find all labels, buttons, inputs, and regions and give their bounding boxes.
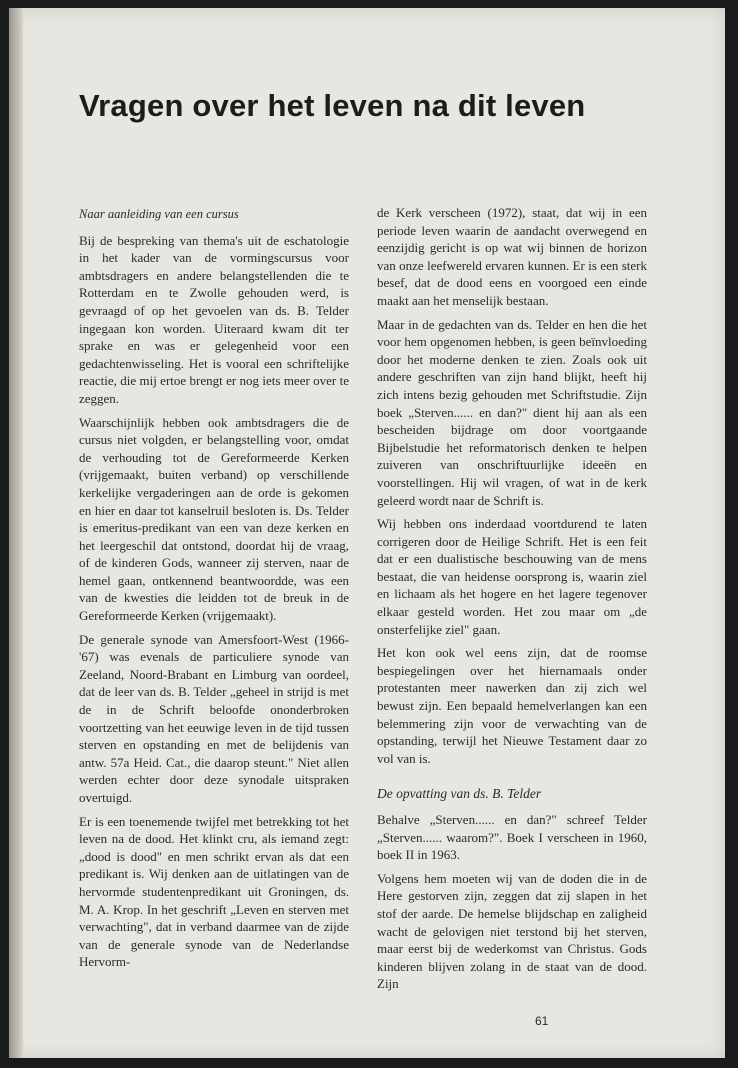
page-number: 61 [535,1014,549,1028]
paragraph: De generale synode van Amersfoort-West (1966-'67) was evenals de particuliere synode van Zeeland, Noord-Brabant en Limburg van oordeel, dat de leer van ds. B. Telder „geheel in strijd is met de in de Schrift beloofde ononderbroken voortzetting van het eeuwige leven in de tijd tussen sterven en opstanding en met de belijdenis van antw. 57a Heid. Cat., die daarop steunt." Niet allen werden echter door deze synodale uitspraken overtuigd. [79,631,349,805]
paragraph: Waarschijnlijk hebben ook ambtsdragers die de cursus niet volgden, er belangstelling voor, omdat de verhouding tot de Gereformeerde Kerken (vrijgemaakt, buiten verband) op verschillende kerkelijke vergaderingen aan de orde is gekomen en hier en daar tot kanselruil besloten is. Ds. Telder is emeritus-predikant van een van deze kerken en het leergeschil dat ontstond, doordat hij de vraag, of de kinderen Gods, wanneer zij sterven, naar de hemel gaan, ontkennend beantwoordde, was een van de kwesties die leidden tot de breuk in de Gereformeerde Kerken (vrijgemaakt). [79,414,349,624]
page-spine-shadow [9,8,23,1058]
article-title: Vragen over het leven na dit leven [79,88,586,123]
page [9,8,725,1058]
right-column [377,204,647,999]
section-heading-cursus: Naar aanleiding van een cursus [79,207,239,221]
section-heading-telder: De opvatting van ds. B. Telder [377,786,542,802]
paragraph: Behalve „Sterven...... en dan?" schreef Telder „Sterven...... waarom?". Boek I verscheen in 1960, boek II in 1963. [377,812,647,863]
paragraph: Er is een toenemende twijfel met betrekking tot het leven na de dood. Het klinkt cru, als iemand zegt: „dood is dood" en men schrikt ervan als dat een predikant is. Wij denken aan de uitlatingen van de hervormde studentenpredikant uit Groningen, ds. M. A. Krop. In het geschrift „Leven en sterven met verwachting", dat in verband daarmee van de zijde van de generale synode van de Nederlandse Hervorm- [79,813,349,970]
left-column [79,206,349,977]
paragraph: de Kerk verscheen (1972), staat, dat wij in een periode leven waarin de aandacht overwegend en eenzijdig gericht is op wat wij binnen de horizon van onze leefwereld ervaren kunnen. Er is een sterk besef, dat de dood eens en voorgoed een einde maakt aan het menselijk bestaan. [377,205,647,308]
paragraph: Bij de bespreking van thema's uit de eschatologie in het kader van de vormingscursus voor ambtsdragers en andere belangstellenden die te Rotterdam en te Zwolle gehouden werd, is gevraagd of op het gevoelen van ds. B. Telder ingegaan kon worden. Uiteraard kwam dit ter sprake en was er gelegenheid voor een gedachtenwisseling. Het is vooral een schriftelijke reactie, die mij ertoe brengt er nog iets meer over te zeggen. [79,232,349,406]
paragraph: Wij hebben ons inderdaad voortdurend te laten corrigeren door de Heilige Schrift. Het is een feit dat er een dualistische beschouwing van de mens bestaat, die van heidense oorsprong is, waarin ziel en lichaam als het hogere en het lagere tegenover elkaar gesteld worden. Het zou maar om „de onsterfelijke ziel" gaan. [377,516,647,637]
paragraph: Maar in de gedachten van ds. Telder en hen die het voor hem opgenomen hebben, is geen beïnvloeding door het moderne denken te zien. Zoals ook uit andere geschriften van zijn hand blijkt, heeft hij zich intens bezig gehouden met Schriftstudie. Zijn boek „Sterven...... en dan?" dient hij aan als een bescheiden bijdrage om door voortgaande Bijbelstudie het reformatorisch denken te helpen zuiveren van onschriftuurlijke ideeën en voorstellingen. Hij wil vragen, of wat in de kerk geleerd wordt naar de Schrift is. [377,316,647,508]
paragraph: Het kon ook wel eens zijn, dat de roomse bespiegelingen over het hiernamaals onder protestanten meer nawerken dan zij zich wel bewust zijn. Een bepaald hemelverlangen kan een belemmering zijn voor de verwachting van de opstanding, terwijl het Nieuwe Testament daar zo vol van is. [377,645,647,766]
paragraph: Volgens hem moeten wij van de doden die in de Here gestorven zijn, zeggen dat zij slapen in het stof der aarde. De hemelse blijdschap en zaligheid wacht de gelovigen niet terstond bij het sterven, maar eerst bij de wederkomst van Christus. Gods kinderen blijven zolang in de staat van de dood. Zijn [377,870,647,992]
